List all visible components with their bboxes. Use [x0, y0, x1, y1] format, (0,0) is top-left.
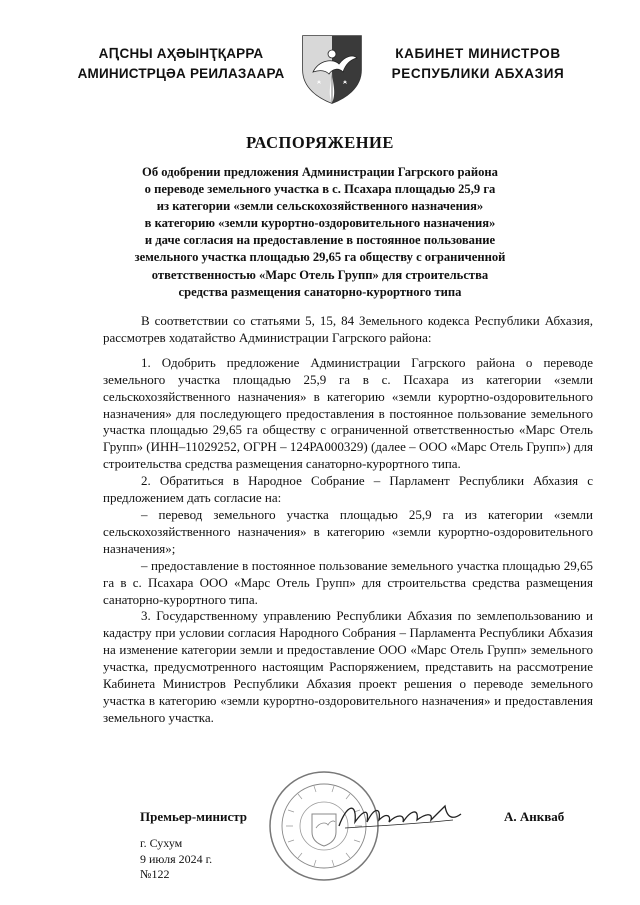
- signature-icon: [335, 796, 465, 836]
- item-2a-paragraph: – перевод земельного участка площадью 25,9 га из категории «земли сельскохозяйственного назначения» в категорию «земли курортно-оздоровительного назначения»;: [103, 506, 593, 556]
- subject-line: земельного участка площадью 29,65 га обществу с ограниченной: [134, 250, 506, 265]
- header-left-line-2: АМИНИСТРЦӘА РЕИЛАЗААРА: [77, 66, 285, 81]
- header-right-russian: [378, 44, 578, 84]
- subject-line: Об одобрении предложения Администрации Гагрского района: [142, 165, 498, 179]
- subject-line: в категорию «земли курортно-оздоровительного назначения»: [144, 216, 496, 231]
- item-2-paragraph: 2. Обратиться в Народное Собрание – Парламент Республики Абхазия с предложением дать согласие на:: [103, 473, 593, 506]
- header-right-line-2: РЕСПУБЛИКИ АБХАЗИЯ: [391, 66, 565, 81]
- signatory-name: А. Анкваб: [504, 809, 565, 824]
- item-3-paragraph: 3. Государственному управлению Республики Абхазия по землепользованию и кадастру при условии согласия Народного Собрания – Парламента Республики Абхазия на изменение категории земли и предоставление ООО «Марс Отель Групп» земельного участка, предусмотренного настоящим Распоряжением, представить на рассмотрение Кабинета Министров Республики Абхазия проект решения о переводе земельного участка в категорию «земли курортно-оздоровительного назначения» и предоставления земельного участка.: [103, 608, 593, 725]
- preamble-paragraph: В соответствии со статьями 5, 15, 84 Земельного кодекса Республики Абхазия, рассмотрев ходатайство Администрации Гагрского района:: [103, 313, 593, 345]
- number-text: №122: [140, 867, 170, 881]
- subject-line: средства размещения санаторно-курортного типа: [178, 284, 462, 299]
- subject-line: и даче согласия на предоставление в постоянное пользование: [144, 233, 496, 248]
- place-date-number: [140, 836, 212, 883]
- document-type-title: РАСПОРЯЖЕНИЕ: [246, 133, 394, 152]
- header-left-abkhaz: [66, 44, 296, 84]
- coat-of-arms-icon: [299, 32, 365, 106]
- signatory-title: Премьер-министр: [140, 809, 248, 824]
- subject-line: из категории «земли сельскохозяйственного назначения»: [156, 199, 484, 214]
- item-2b-paragraph: – предоставление в постоянное пользование земельного участка площадью 29,65 га в с. Псахара ООО «Марс Отель Групп» для строительства средства размещения санаторно-курортного типа.: [103, 557, 593, 607]
- document-subject: [90, 164, 550, 301]
- subject-line: о переводе земельного участка в с. Псахара площадью 25,9 га: [144, 182, 496, 197]
- item-1-paragraph: 1. Одобрить предложение Администрации Гагрского района о переводе земельного участка площадью 25,9 га в с. Псахара из категории «земли сельскохозяйственного назначения» в категорию «земли курортно-оздоровительного назначения» для последующего предоставления в постоянное пользование земельного участка площадью 29,65 га обществу с ограниченной ответственностью «Марс Отель Групп» (ИНН–11029252, ОГРН – 124РА000329) (далее – ООО «Марс Отель Групп») для строительства средства размещения санаторно-курортного типа.: [103, 354, 593, 472]
- header-right-line-1: КАБИНЕТ МИНИСТРОВ: [395, 46, 561, 61]
- subject-line: ответственностью «Марс Отель Групп» для строительства: [151, 267, 489, 282]
- city-text: г. Сухум: [140, 836, 183, 850]
- date-text: 9 июля 2024 г.: [140, 851, 213, 866]
- header-left-line-1: АԤСНЫ АҲӘЫНҬҚАРРА: [98, 46, 264, 61]
- document-body: [103, 313, 593, 727]
